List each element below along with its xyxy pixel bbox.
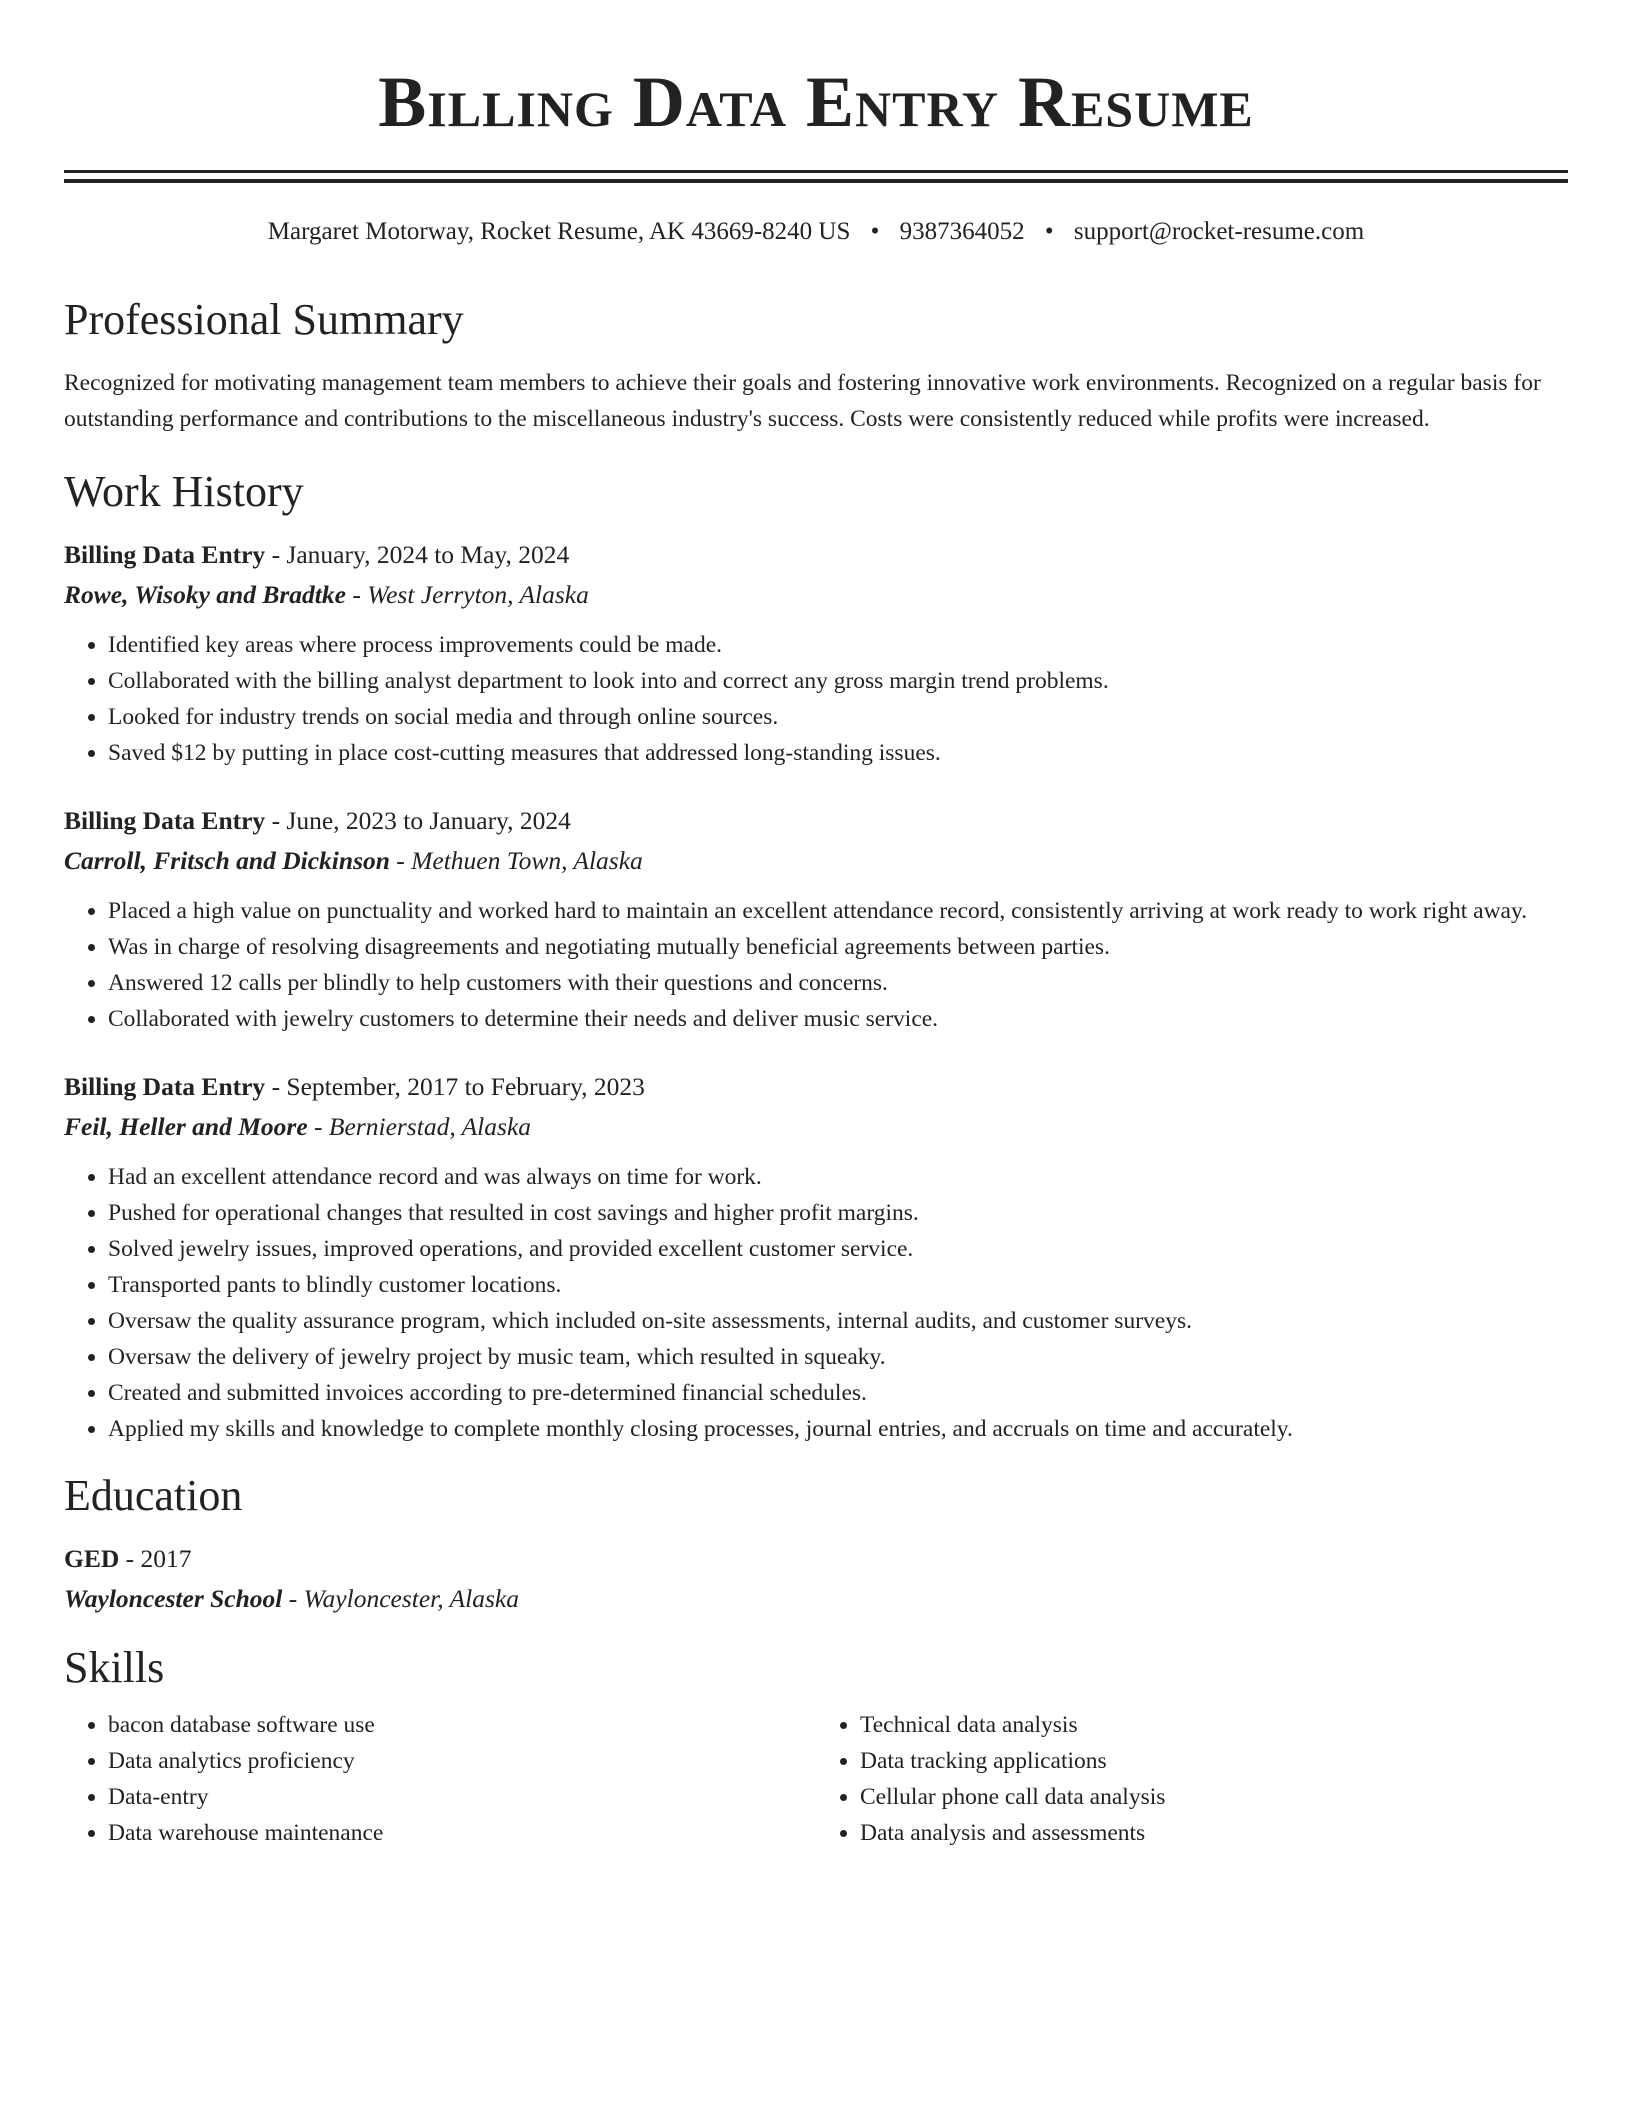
job-title: Billing Data Entry xyxy=(64,806,266,835)
skill-item: • Data-entry xyxy=(108,1779,816,1815)
job-title-line xyxy=(64,801,1568,841)
job-entry xyxy=(64,1067,1568,1447)
degree: GED xyxy=(64,1544,120,1573)
contact-separator: • xyxy=(870,218,880,245)
job-dates: - June, 2023 to January, 2024 xyxy=(265,806,571,835)
contact-line xyxy=(64,215,1568,249)
job-title: Billing Data Entry xyxy=(64,540,266,569)
education-entry xyxy=(64,1539,1568,1619)
job-duty: • Oversaw the delivery of jewelry project by music team, which resulted in squeaky. xyxy=(108,1339,1568,1375)
title-divider-bottom xyxy=(64,179,1568,183)
title-divider-top xyxy=(64,170,1568,173)
company-line xyxy=(64,575,1568,615)
job-duty: • Answered 12 calls per blindly to help customers with their questions and concerns. xyxy=(108,965,1568,1001)
company-location: - West Jerryton, Alaska xyxy=(345,580,589,609)
company-name: Feil, Heller and Moore xyxy=(64,1112,308,1141)
job-duty: • Pushed for operational changes that resulted in cost savings and higher profit margins. xyxy=(108,1195,1568,1231)
resume-page xyxy=(64,0,1568,1851)
degree-line xyxy=(64,1539,1568,1579)
job-title: Billing Data Entry xyxy=(64,1072,266,1101)
job-duty: • Transported pants to blindly customer locations. xyxy=(108,1267,1568,1303)
job-duty: • Looked for industry trends on social media and through online sources. xyxy=(108,699,1568,735)
company-line xyxy=(64,1107,1568,1147)
skill-item: • Data analysis and assessments xyxy=(860,1815,1568,1851)
skill-item: • Data warehouse maintenance xyxy=(108,1815,816,1851)
job-duty: • Collaborated with the billing analyst department to look into and correct any gross margin trend problems. xyxy=(108,663,1568,699)
job-duty: • Placed a high value on punctuality and worked hard to maintain an excellent attendance record, consistently arriving at work ready to work right away. xyxy=(108,893,1568,929)
job-duty: • Oversaw the quality assurance program, which included on-site assessments, internal audits, and customer surveys. xyxy=(108,1303,1568,1339)
skills-column-left xyxy=(64,1707,816,1851)
skills-column-right xyxy=(816,1707,1568,1851)
contact-address: Margaret Motorway, Rocket Resume, AK 43669-8240 US xyxy=(267,218,851,245)
skill-item: • Technical data analysis xyxy=(860,1707,1568,1743)
school-location: - Wayloncester, Alaska xyxy=(282,1584,519,1613)
summary-heading: Professional Summary xyxy=(64,295,464,344)
skill-item: • bacon database software use xyxy=(108,1707,816,1743)
job-duties xyxy=(64,1159,1568,1447)
job-entry xyxy=(64,801,1568,1037)
contact-phone: 9387364052 xyxy=(899,218,1025,245)
job-dates: - September, 2017 to February, 2023 xyxy=(265,1072,645,1101)
school-line xyxy=(64,1579,1568,1619)
job-duty: • Solved jewelry issues, improved operations, and provided excellent customer service. xyxy=(108,1231,1568,1267)
job-duties xyxy=(64,627,1568,771)
contact-email: support@rocket-resume.com xyxy=(1073,218,1365,245)
skills-list xyxy=(64,1707,1568,1851)
job-title-line xyxy=(64,1067,1568,1107)
school-name: Wayloncester School xyxy=(64,1584,283,1613)
job-title-line xyxy=(64,535,1568,575)
job-dates: - January, 2024 to May, 2024 xyxy=(265,540,570,569)
summary-text: Recognized for motivating management team members to achieve their goals and fostering innovative work environments. Recognized on a regular basis for outstanding performance and contributions to the miscellaneous industry's success. Costs were consistently reduced while profits were increased. xyxy=(64,370,1541,432)
job-duty: • Created and submitted invoices according to pre-determined financial schedules. xyxy=(108,1375,1568,1411)
job-duties xyxy=(64,893,1568,1037)
job-duty: • Collaborated with jewelry customers to determine their needs and deliver music service. xyxy=(108,1001,1568,1037)
skills-heading: Skills xyxy=(64,1643,165,1692)
skill-item: • Data tracking applications xyxy=(860,1743,1568,1779)
work-history-heading: Work History xyxy=(64,467,304,516)
job-duty: • Was in charge of resolving disagreements and negotiating mutually beneficial agreements between parties. xyxy=(108,929,1568,965)
company-name: Rowe, Wisoky and Bradtke xyxy=(64,580,346,609)
education-heading: Education xyxy=(64,1471,243,1520)
company-location: - Methuen Town, Alaska xyxy=(389,846,643,875)
job-entry xyxy=(64,535,1568,771)
job-duty: • Had an excellent attendance record and was always on time for work. xyxy=(108,1159,1568,1195)
skill-item: • Data analytics proficiency xyxy=(108,1743,816,1779)
company-line xyxy=(64,841,1568,881)
resume-title: Billing Data Entry Resume xyxy=(378,62,1254,142)
contact-separator: • xyxy=(1044,218,1054,245)
job-duty: • Applied my skills and knowledge to complete monthly closing processes, journal entries, and accruals on time and accurately. xyxy=(108,1411,1568,1447)
job-duty: • Saved $12 by putting in place cost-cutting measures that addressed long-standing issues. xyxy=(108,735,1568,771)
company-location: - Bernierstad, Alaska xyxy=(307,1112,532,1141)
skill-item: • Cellular phone call data analysis xyxy=(860,1779,1568,1815)
graduation-year: - 2017 xyxy=(119,1544,192,1573)
job-duty: • Identified key areas where process improvements could be made. xyxy=(108,627,1568,663)
company-name: Carroll, Fritsch and Dickinson xyxy=(64,846,390,875)
